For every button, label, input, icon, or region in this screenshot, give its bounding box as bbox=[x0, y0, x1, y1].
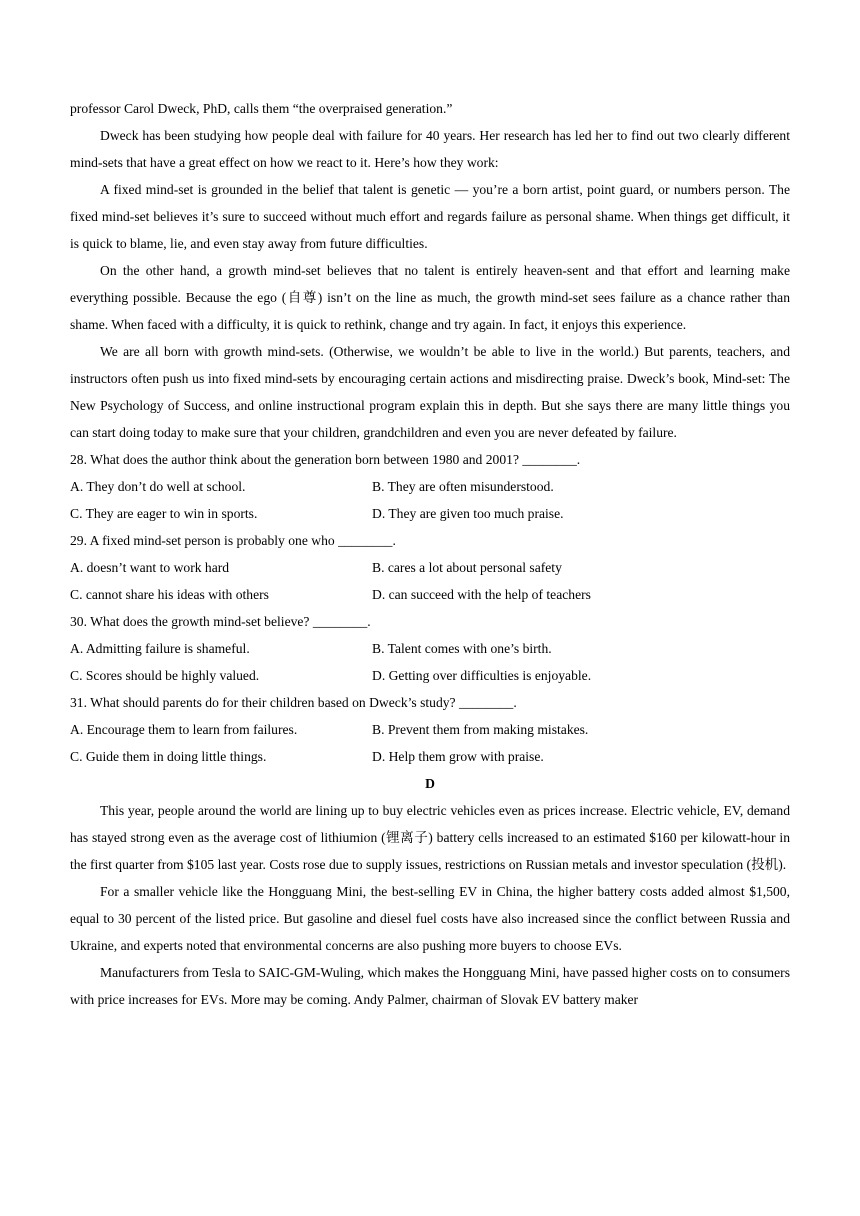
question-options bbox=[70, 635, 790, 689]
paragraph-c-0: professor Carol Dweck, PhD, calls them “the overpraised generation.” bbox=[70, 101, 453, 116]
question-stem: 31. What should parents do for their children based on Dweck’s study? ________. bbox=[70, 695, 517, 710]
option-a: A. doesn’t want to work hard bbox=[70, 560, 230, 575]
paragraph-c-1: Dweck has been studying how people deal with failure for 40 years. Her research has led her to find out two clearly different mind-sets that have a great effect on how we react to it. Here’s how they work: bbox=[70, 128, 790, 170]
question-options bbox=[70, 554, 790, 608]
option-b: B. They are often misunderstood. bbox=[372, 479, 554, 494]
paragraph-c-3: On the other hand, a growth mind-set believes that no talent is entirely heaven-sent and that effort and learning make everything possible. Because the ego (自尊) isn’t on the line as much, the growth mind-set sees failure as a chance rather than shame. When faced with a difficulty, it is quick to rethink, change and try again. In fact, it enjoys this experience. bbox=[70, 263, 790, 332]
question-28 bbox=[70, 446, 790, 527]
option-c: C. cannot share his ideas with others bbox=[70, 587, 269, 602]
question-options bbox=[70, 716, 790, 770]
option-b: B. Prevent them from making mistakes. bbox=[372, 722, 589, 737]
question-30 bbox=[70, 608, 790, 689]
paragraph-d-0: This year, people around the world are lining up to buy electric vehicles even as prices increase. Electric vehicle, EV, demand has stayed strong even as the average cost of lithiumion (锂离子) battery cells increased to an estimated $160 per kilowatt-hour in the first quarter from $105 last year. Costs rose due to supply issues, restrictions on Russian metals and investor speculation (投机). bbox=[70, 803, 790, 872]
option-a: A. Encourage them to learn from failures. bbox=[70, 722, 298, 737]
question-stem: 30. What does the growth mind-set believe? ________. bbox=[70, 614, 371, 629]
paragraph-c-2: A fixed mind-set is grounded in the belief that talent is genetic — you’re a born artist, point guard, or numbers person. The fixed mind-set believes it’s sure to succeed without much effort and regards failure as personal shame. When things get difficult, it is quick to blame, lie, and even stay away from future difficulties. bbox=[70, 182, 790, 251]
document-page bbox=[70, 95, 790, 1013]
option-a: A. They don’t do well at school. bbox=[70, 479, 246, 494]
question-31 bbox=[70, 689, 790, 770]
option-b: B. cares a lot about personal safety bbox=[372, 560, 562, 575]
question-stem: 29. A fixed mind-set person is probably one who ________. bbox=[70, 533, 396, 548]
paragraph-c-4: We are all born with growth mind-sets. (Otherwise, we wouldn’t be able to live in the world.) But parents, teachers, and instructors often push us into fixed mind-sets by encouraging certain actions and misdirecting praise. Dweck’s book, Mind-set: The New Psychology of Success, and online instructional program explain this in depth. But she says there are many little things you can start doing today to make sure that your children, grandchildren and even you are never defeated by failure. bbox=[70, 344, 790, 440]
option-b: B. Talent comes with one’s birth. bbox=[372, 641, 552, 656]
option-d: D. They are given too much praise. bbox=[372, 506, 564, 521]
paragraph-d-1: For a smaller vehicle like the Hongguang Mini, the best-selling EV in China, the higher battery costs added almost $1,500, equal to 30 percent of the listed price. But gasoline and diesel fuel costs have also increased since the conflict between Russia and Ukraine, and experts noted that environmental concerns are also pushing more buyers to choose EVs. bbox=[70, 884, 790, 953]
option-d: D. Help them grow with praise. bbox=[372, 749, 544, 764]
option-a: A. Admitting failure is shameful. bbox=[70, 641, 250, 656]
option-c: C. Scores should be highly valued. bbox=[70, 668, 260, 683]
option-d: D. can succeed with the help of teachers bbox=[372, 587, 591, 602]
question-options bbox=[70, 473, 790, 527]
question-stem: 28. What does the author think about the generation born between 1980 and 2001? ________. bbox=[70, 452, 581, 467]
section-heading-d: D bbox=[425, 776, 435, 791]
option-c: C. Guide them in doing little things. bbox=[70, 749, 267, 764]
question-29 bbox=[70, 527, 790, 608]
option-d: D. Getting over difficulties is enjoyable. bbox=[372, 668, 592, 683]
option-c: C. They are eager to win in sports. bbox=[70, 506, 258, 521]
paragraph-d-2: Manufacturers from Tesla to SAIC-GM-Wuling, which makes the Hongguang Mini, have passed higher costs on to consumers with price increases for EVs. More may be coming. Andy Palmer, chairman of Slovak EV battery maker bbox=[70, 965, 790, 1007]
